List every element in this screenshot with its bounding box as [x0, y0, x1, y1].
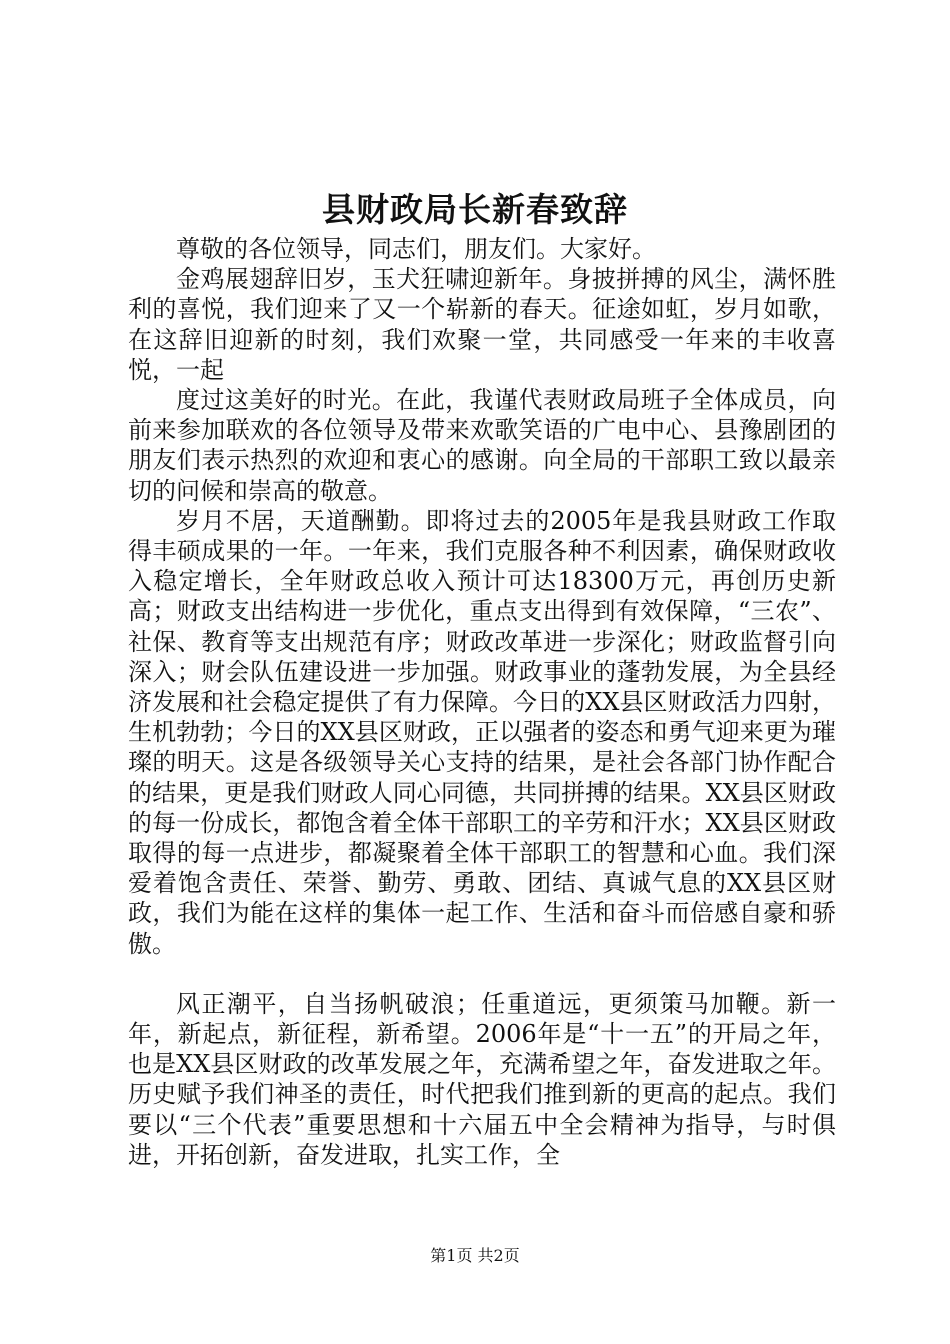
paragraph-thanks: 度过这美好的时光。在此，我谨代表财政局班子全体成员，向前来参加联欢的各位领导及带来欢歌笑语的广电中心、县豫剧团的朋友们表示热烈的欢迎和衷心的感谢。向全局的干部职工致以最亲切的问候和崇高的敬意。: [128, 386, 836, 505]
page-number-footer: 第1页 共2页: [430, 1246, 520, 1265]
document-body: [128, 234, 836, 1170]
paragraph-greeting: 尊敬的各位领导，同志们，朋友们。大家好。: [176, 235, 656, 263]
paragraph-new-year: 金鸡展翅辞旧岁，玉犬狂啸迎新年。身披拼搏的风尘，满怀胜利的喜悦，我们迎来了又一个崭新的春天。征途如虹，岁月如歌，在这辞旧迎新的时刻，我们欢聚一堂，共同感受一年来的丰收喜悦，一起: [128, 265, 836, 384]
paragraph-achievements: 岁月不居，天道酬勤。即将过去的2005年是我县财政工作取得丰硕成果的一年。一年来，我们克服各种不利因素，确保财政收入稳定增长，全年财政总收入预计可达18300万元，再创历史新高；财政支出结构进一步优化，重点支出得到有效保障，“三农”、社保、教育等支出规范有序；财政改革进一步深化；财政监督引向深入；财会队伍建设进一步加强。财政事业的蓬勃发展，为全县经济发展和社会稳定提供了有力保障。今日的XX县区财政活力四射，生机勃勃；今日的XX县区财政，正以强者的姿态和勇气迎来更为璀璨的明天。这是各级领导关心支持的结果，是社会各部门协作配合的结果，更是我们财政人同心同德，共同拼搏的结果。XX县区财政的每一份成长，都饱含着全体干部职工的辛劳和汗水；XX县区财政取得的每一点进步，都凝聚着全体干部职工的智慧和心血。我们深爱着饱含责任、荣誉、勤劳、勇敢、团结、真诚气息的XX县区财政，我们为能在这样的集体一起工作、生活和奋斗而倍感自豪和骄傲。: [128, 506, 836, 958]
document-title: 县财政局长新春致辞: [322, 190, 628, 229]
paragraph-outlook: 风正潮平，自当扬帆破浪；任重道远，更须策马加鞭。新一年，新起点，新征程，新希望。2006年是“十一五”的开局之年，也是XX县区财政的改革发展之年，充满希望之年，奋发进取之年。历史赋予我们神圣的责任，时代把我们推到新的更高的起点。我们要以“三个代表”重要思想和十六届五中全会精神为指导，与时俱进，开拓创新，奋发进取，扎实工作，全: [128, 989, 836, 1169]
